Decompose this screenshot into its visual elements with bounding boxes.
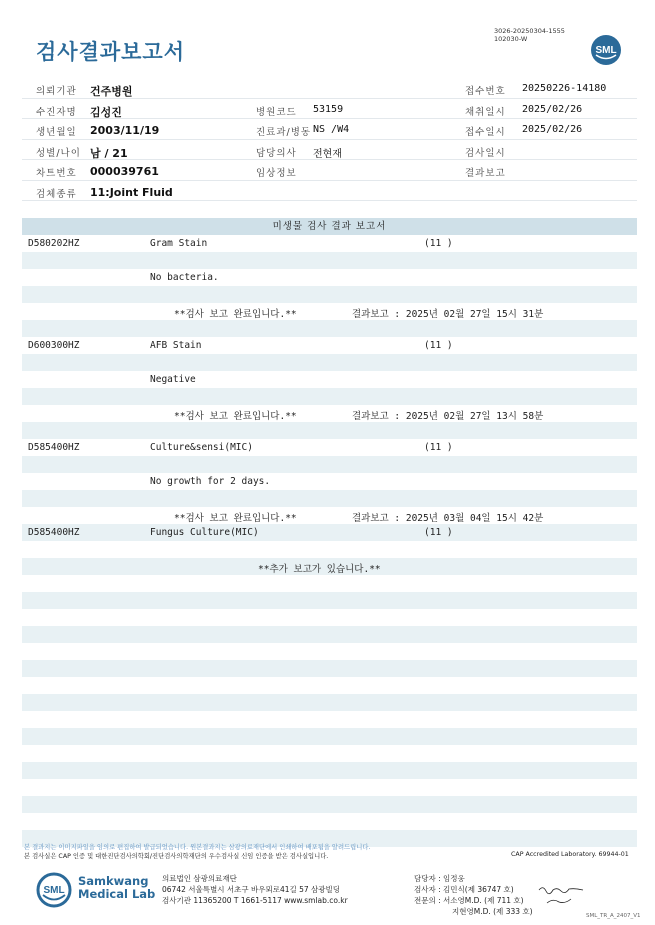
- info-label: 채취일시: [465, 106, 506, 118]
- org-line1: 의료법인 삼광의료재단: [162, 874, 237, 883]
- footer-certification: 본 검사실은 CAP 인증 및 대한진단검사의학회/진단검사의학재단의 우수검사실 신임 인증을 받은 검사실입니다.: [24, 853, 329, 860]
- info-label: 접수번호: [465, 86, 506, 97]
- result-row: [22, 813, 637, 830]
- patient-info-table: [22, 78, 637, 201]
- result-row: [22, 677, 637, 694]
- info-row: [22, 140, 637, 161]
- result-row: [22, 235, 637, 252]
- report-datetime: 결과보고 : 2025년 02월 27일 15시 31분: [352, 309, 544, 320]
- test-count: (11 ): [424, 442, 453, 453]
- result-row: [22, 286, 637, 303]
- document-id: [494, 27, 565, 43]
- result-row: [22, 354, 637, 371]
- result-row: [22, 779, 637, 796]
- logo-bottom-text: SML: [43, 885, 65, 896]
- test-count: (11 ): [424, 527, 453, 538]
- info-row: [22, 99, 637, 120]
- additional-report-notice: **추가 보고가 있습니다.**: [258, 564, 381, 575]
- result-row: [22, 694, 637, 711]
- info-row: [22, 160, 637, 181]
- result-row: [22, 541, 637, 558]
- staff-line4: 지현영M.D. (제 333 호): [452, 907, 533, 916]
- report-complete: **검사 보고 완료입니다.**: [174, 309, 297, 320]
- result-row: [22, 745, 637, 762]
- info-label: 생년월일: [36, 127, 77, 138]
- footer-notice: 본 결과지는 이미지파일을 임의로 편집하여 발급되었습니다. 원본결과지는 삼광의료재단에서 인쇄하여 배포됨을 알려드립니다.: [24, 844, 371, 851]
- report-datetime: 결과보고 : 2025년 03월 04일 15시 42분: [352, 513, 544, 524]
- staff-line2: 검사자 : 김민식(제 36747 호): [414, 885, 514, 894]
- logo-top-text: SML: [595, 45, 617, 56]
- test-name: Culture&sensi(MIC): [150, 442, 253, 453]
- report-title: 검사결과보고서: [36, 40, 186, 64]
- test-code: D600300HZ: [28, 340, 80, 351]
- result-row: [22, 490, 637, 507]
- result-rows: [22, 235, 637, 864]
- info-label: 임상정보: [256, 168, 297, 179]
- brand-name: [78, 875, 155, 901]
- result-row: [22, 269, 637, 286]
- info-label: 담당의사: [256, 147, 297, 159]
- org-line2: 06742 서울특별시 서초구 바우뫼로41길 57 삼광빌딩: [162, 885, 341, 894]
- info-value: 20250226-14180: [522, 83, 607, 94]
- staff-line3: 전문의 : 서소영M.D. (제 711 호): [414, 896, 524, 905]
- info-value: NS /W4: [313, 124, 350, 135]
- staff-info: [414, 873, 533, 917]
- result-row: [22, 422, 637, 439]
- result-row: [22, 762, 637, 779]
- info-value: 000039761: [90, 165, 159, 178]
- result-row: [22, 473, 637, 490]
- results-header: 미생물 검사 결과 보고서: [22, 218, 637, 235]
- info-label: 진료과/병동: [256, 127, 312, 138]
- org-line3: 검사기관 11365200 T 1661-5117 www.smlab.co.kr: [162, 896, 348, 905]
- info-value: 남 / 21: [90, 146, 128, 160]
- result-row: [22, 796, 637, 813]
- result-row: [22, 371, 637, 388]
- report-complete: **검사 보고 완료입니다.**: [174, 411, 297, 422]
- info-label: 수진자명: [36, 106, 77, 118]
- result-row: [22, 643, 637, 660]
- test-name: Fungus Culture(MIC): [150, 527, 259, 538]
- info-value: 김성진: [90, 105, 122, 119]
- info-value: 전현재: [313, 148, 342, 160]
- info-label: 성별/나이: [36, 147, 81, 159]
- result-text: Negative: [150, 374, 196, 385]
- form-code: SML_TR_A_2407_V1: [586, 913, 641, 919]
- info-value: 53159: [313, 103, 344, 115]
- report-complete: **검사 보고 완료입니다.**: [174, 513, 297, 524]
- test-count: (11 ): [424, 340, 453, 351]
- brand-line2: Medical Lab: [78, 887, 156, 901]
- info-value: 2025/02/26: [522, 103, 583, 115]
- sml-logo-icon: [590, 34, 622, 66]
- signature-icon: [537, 884, 587, 906]
- test-count: (11 ): [424, 238, 453, 249]
- result-row: [22, 303, 637, 320]
- result-row: [22, 524, 637, 541]
- info-row: [22, 181, 637, 202]
- result-text: No bacteria.: [150, 272, 219, 283]
- result-row: [22, 388, 637, 405]
- result-text: No growth for 2 days.: [150, 476, 271, 487]
- document-id-line1: 3026-20250304-1555: [494, 27, 565, 35]
- organization-info: [162, 873, 348, 906]
- result-row: [22, 728, 637, 745]
- result-row: [22, 507, 637, 524]
- test-code: D585400HZ: [28, 442, 80, 453]
- cap-accreditation: CAP Accredited Laboratory. 69944-01: [511, 851, 629, 858]
- sml-logo-icon: [36, 872, 72, 908]
- result-row: [22, 405, 637, 422]
- info-value: 2003/11/19: [90, 124, 160, 137]
- info-label: 접수일시: [465, 127, 506, 138]
- info-row: [22, 78, 637, 99]
- result-row: [22, 575, 637, 592]
- report-datetime: 결과보고 : 2025년 02월 27일 13시 58분: [352, 411, 544, 422]
- test-code: D580202HZ: [28, 238, 80, 249]
- result-row: [22, 558, 637, 575]
- result-row: [22, 456, 637, 473]
- test-name: AFB Stain: [150, 340, 202, 351]
- info-label: 결과보고: [465, 168, 506, 179]
- test-name: Gram Stain: [150, 238, 208, 249]
- info-value: 2025/02/26: [522, 124, 583, 135]
- info-label: 검체종류: [36, 188, 77, 200]
- info-value: 건주병원: [90, 85, 133, 98]
- result-row: [22, 711, 637, 728]
- info-row: [22, 119, 637, 140]
- result-row: [22, 609, 637, 626]
- brand-line1: Samkwang: [78, 874, 149, 888]
- info-label: 차트번호: [36, 168, 77, 179]
- result-row: [22, 660, 637, 677]
- info-label: 병원코드: [256, 106, 297, 118]
- info-label: 의뢰기관: [36, 86, 77, 97]
- staff-line1: 담당자 : 임정웅: [414, 874, 465, 883]
- test-code: D585400HZ: [28, 527, 80, 538]
- info-value: 11:Joint Fluid: [90, 185, 173, 199]
- result-row: [22, 439, 637, 456]
- result-row: [22, 626, 637, 643]
- result-row: [22, 337, 637, 354]
- results-section: [22, 218, 637, 864]
- result-row: [22, 592, 637, 609]
- document-id-line2: 102030-W: [494, 35, 528, 43]
- result-row: [22, 252, 637, 269]
- result-row: [22, 320, 637, 337]
- info-label: 검사일시: [465, 147, 506, 159]
